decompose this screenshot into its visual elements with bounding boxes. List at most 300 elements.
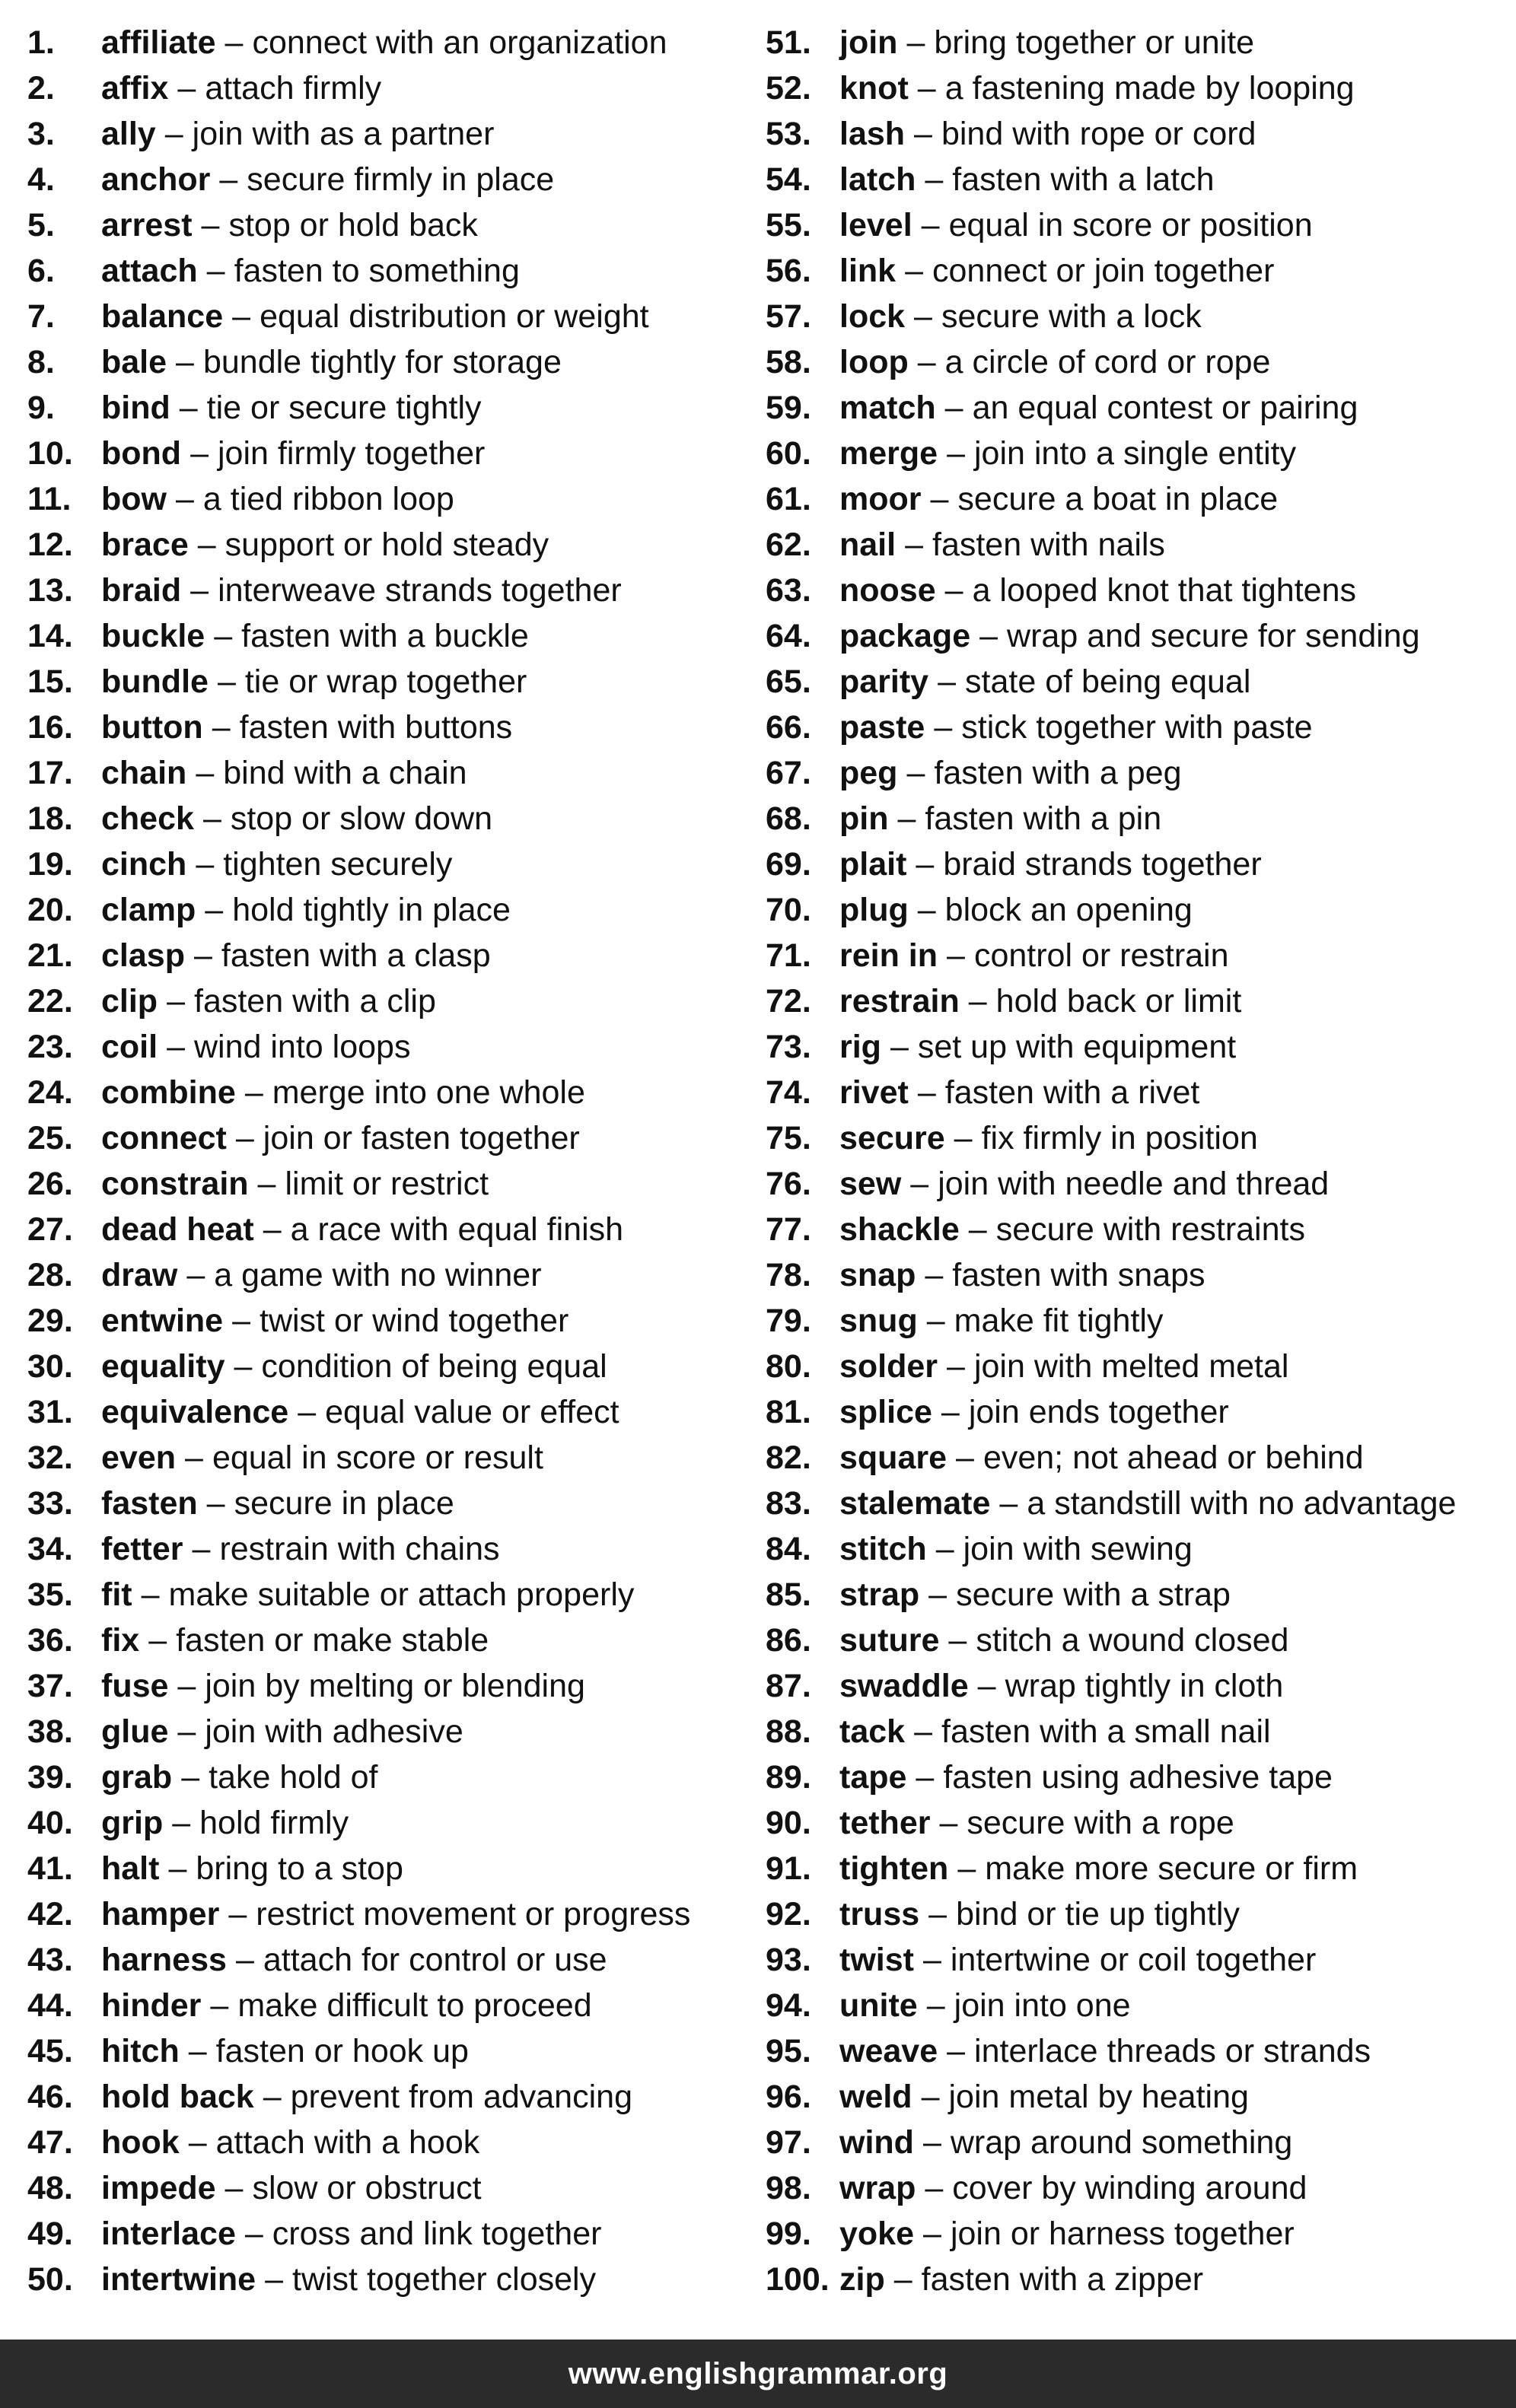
item-number: 76. bbox=[766, 1166, 811, 1202]
item-word: sew bbox=[839, 1166, 902, 1202]
item-separator: – bbox=[244, 1074, 263, 1111]
item-separator: – bbox=[225, 24, 244, 61]
item-definition: a tied ribbon loop bbox=[202, 481, 454, 517]
item-separator: – bbox=[905, 253, 923, 289]
list-item bbox=[766, 1161, 1511, 1207]
list-item bbox=[766, 1800, 1511, 1846]
list-item bbox=[27, 933, 758, 978]
item-definition: fasten with a clasp bbox=[221, 937, 491, 974]
item-number: 100. bbox=[766, 2261, 830, 2298]
list-item bbox=[766, 202, 1511, 248]
item-word: connect bbox=[101, 1120, 227, 1156]
item-definition: attach for control or use bbox=[263, 1942, 607, 1978]
item-definition: take hold of bbox=[209, 1759, 378, 1796]
list-item bbox=[27, 1709, 758, 1754]
item-word: strap bbox=[839, 1576, 920, 1613]
list-item bbox=[27, 339, 758, 385]
item-separator: – bbox=[947, 937, 965, 974]
list-item bbox=[766, 1481, 1511, 1526]
list-item bbox=[27, 111, 758, 157]
list-item bbox=[27, 568, 758, 613]
item-word: knot bbox=[839, 70, 909, 107]
item-separator: – bbox=[910, 1166, 929, 1202]
item-word: wind bbox=[839, 2124, 914, 2161]
item-number: 16. bbox=[27, 709, 73, 746]
list-item bbox=[766, 157, 1511, 202]
item-word: rivet bbox=[839, 1074, 909, 1111]
item-separator: – bbox=[235, 1942, 254, 1978]
item-word: check bbox=[101, 800, 194, 837]
item-number: 88. bbox=[766, 1713, 811, 1750]
item-definition: fasten with a peg bbox=[934, 755, 1182, 791]
list-item bbox=[27, 476, 758, 522]
list-item bbox=[27, 2211, 758, 2257]
item-word: lash bbox=[839, 116, 906, 152]
item-number: 71. bbox=[766, 937, 811, 974]
item-separator: – bbox=[188, 2124, 207, 2161]
item-word: even bbox=[101, 1439, 177, 1476]
item-number: 93. bbox=[766, 1942, 811, 1978]
item-definition: bring to a stop bbox=[196, 1850, 403, 1887]
item-word: paste bbox=[839, 709, 925, 746]
item-separator: – bbox=[925, 1257, 944, 1293]
item-word: hamper bbox=[101, 1896, 220, 1932]
item-separator: – bbox=[917, 344, 936, 380]
item-number: 1. bbox=[27, 24, 55, 61]
item-word: clasp bbox=[101, 937, 185, 974]
list-item bbox=[27, 1800, 758, 1846]
list-item bbox=[766, 933, 1511, 978]
item-number: 22. bbox=[27, 983, 73, 1020]
item-number: 45. bbox=[27, 2033, 73, 2069]
item-number: 18. bbox=[27, 800, 73, 837]
list-item bbox=[27, 750, 758, 796]
item-number: 21. bbox=[27, 937, 73, 974]
list-item bbox=[27, 1252, 758, 1298]
item-separator: – bbox=[196, 846, 215, 883]
item-definition: fasten with buttons bbox=[239, 709, 513, 746]
item-word: chain bbox=[101, 755, 187, 791]
item-number: 98. bbox=[766, 2170, 811, 2206]
list-item bbox=[27, 1024, 758, 1070]
list-item bbox=[27, 1298, 758, 1344]
item-number: 14. bbox=[27, 618, 73, 654]
item-separator: – bbox=[938, 663, 957, 700]
footer-bar bbox=[0, 2340, 1516, 2408]
item-word: draw bbox=[101, 1257, 178, 1293]
item-definition: make fit tightly bbox=[954, 1303, 1164, 1339]
item-separator: – bbox=[167, 1029, 185, 1065]
item-separator: – bbox=[148, 1622, 167, 1659]
item-definition: wrap and secure for sending bbox=[1007, 618, 1420, 654]
list-item bbox=[27, 385, 758, 431]
item-word: loop bbox=[839, 344, 909, 380]
item-separator: – bbox=[999, 1485, 1018, 1522]
item-definition: hold back or limit bbox=[995, 983, 1242, 1020]
item-word: equivalence bbox=[101, 1394, 289, 1430]
item-number: 83. bbox=[766, 1485, 811, 1522]
item-word: zip bbox=[839, 2261, 885, 2298]
item-definition: a circle of cord or rope bbox=[944, 344, 1271, 380]
item-word: rig bbox=[839, 1029, 881, 1065]
list-item bbox=[27, 1389, 758, 1435]
item-definition: support or hold steady bbox=[225, 526, 549, 563]
item-separator: – bbox=[172, 1805, 191, 1841]
item-separator: – bbox=[235, 1120, 254, 1156]
item-definition: stop or hold back bbox=[228, 207, 478, 243]
list-item bbox=[766, 1526, 1511, 1572]
item-definition: fasten with snaps bbox=[952, 1257, 1205, 1293]
item-word: glue bbox=[101, 1713, 169, 1750]
item-number: 27. bbox=[27, 1211, 73, 1248]
list-item bbox=[766, 1891, 1511, 1937]
item-separator: – bbox=[928, 1576, 948, 1613]
list-item bbox=[27, 1754, 758, 1800]
footer-website-link[interactable]: www.englishgrammar.org bbox=[568, 2356, 948, 2391]
item-definition: equal distribution or weight bbox=[260, 298, 649, 335]
item-definition: twist together closely bbox=[292, 2261, 597, 2298]
item-word: harness bbox=[101, 1942, 227, 1978]
item-number: 15. bbox=[27, 663, 73, 700]
item-number: 94. bbox=[766, 1987, 811, 2024]
item-separator: – bbox=[926, 1303, 945, 1339]
item-number: 3. bbox=[27, 116, 55, 152]
list-item bbox=[27, 20, 758, 65]
item-word: splice bbox=[839, 1394, 932, 1430]
item-definition: block an opening bbox=[944, 892, 1193, 928]
item-number: 59. bbox=[766, 390, 811, 426]
item-definition: prevent from advancing bbox=[290, 2079, 632, 2115]
item-number: 86. bbox=[766, 1622, 811, 1659]
item-definition: state of being equal bbox=[965, 663, 1251, 700]
item-definition: secure with restraints bbox=[995, 1211, 1305, 1248]
item-word: arrest bbox=[101, 207, 193, 243]
list-item bbox=[766, 65, 1511, 111]
item-definition: even; not ahead or behind bbox=[983, 1439, 1364, 1476]
item-word: tether bbox=[839, 1805, 931, 1841]
list-item bbox=[766, 1344, 1511, 1389]
list-item bbox=[27, 2074, 758, 2120]
item-word: impede bbox=[101, 2170, 216, 2206]
item-word: interlace bbox=[101, 2216, 236, 2252]
item-separator: – bbox=[935, 1531, 954, 1567]
list-item bbox=[27, 796, 758, 841]
item-word: suture bbox=[839, 1622, 940, 1659]
item-separator: – bbox=[167, 983, 185, 1020]
item-number: 42. bbox=[27, 1896, 73, 1932]
item-word: hold back bbox=[101, 2079, 254, 2115]
list-item bbox=[27, 1983, 758, 2028]
item-separator: – bbox=[205, 892, 224, 928]
item-word: plug bbox=[839, 892, 909, 928]
item-separator: – bbox=[947, 2033, 966, 2069]
item-separator: – bbox=[956, 1439, 974, 1476]
item-definition: merge into one whole bbox=[272, 1074, 585, 1111]
item-definition: cross and link together bbox=[272, 2216, 602, 2252]
list-item bbox=[27, 1161, 758, 1207]
item-separator: – bbox=[944, 390, 963, 426]
item-word: constrain bbox=[101, 1166, 249, 1202]
item-definition: bind with rope or cord bbox=[941, 116, 1256, 152]
item-word: brace bbox=[101, 526, 189, 563]
item-word: noose bbox=[839, 572, 936, 609]
item-separator: – bbox=[206, 1485, 225, 1522]
item-separator: – bbox=[914, 116, 932, 152]
list-item bbox=[27, 157, 758, 202]
item-separator: – bbox=[186, 1257, 205, 1293]
item-word: bundle bbox=[101, 663, 209, 700]
item-separator: – bbox=[916, 1759, 935, 1796]
item-separator: – bbox=[212, 709, 231, 746]
item-word: fasten bbox=[101, 1485, 198, 1522]
item-number: 44. bbox=[27, 1987, 73, 2024]
item-word: hook bbox=[101, 2124, 180, 2161]
item-definition: fasten with a rivet bbox=[944, 1074, 1200, 1111]
item-word: fix bbox=[101, 1622, 140, 1659]
item-number: 84. bbox=[766, 1531, 811, 1567]
list-item bbox=[766, 1754, 1511, 1800]
item-definition: tie or wrap together bbox=[244, 663, 527, 700]
list-item bbox=[766, 1435, 1511, 1481]
item-definition: a standstill with no advantage bbox=[1027, 1485, 1457, 1522]
item-word: weave bbox=[839, 2033, 938, 2069]
item-separator: – bbox=[177, 1713, 196, 1750]
item-definition: join with needle and thread bbox=[938, 1166, 1330, 1202]
item-number: 80. bbox=[766, 1348, 811, 1385]
item-separator: – bbox=[930, 481, 949, 517]
item-number: 47. bbox=[27, 2124, 73, 2161]
item-definition: tighten securely bbox=[223, 846, 453, 883]
item-separator: – bbox=[906, 24, 925, 61]
item-separator: – bbox=[957, 1850, 976, 1887]
list-item bbox=[766, 1070, 1511, 1115]
item-separator: – bbox=[934, 709, 953, 746]
item-separator: – bbox=[921, 2079, 940, 2115]
item-definition: an equal contest or pairing bbox=[972, 390, 1358, 426]
item-separator: – bbox=[921, 207, 940, 243]
item-number: 7. bbox=[27, 298, 55, 335]
item-separator: – bbox=[968, 1211, 987, 1248]
list-item bbox=[766, 2074, 1511, 2120]
item-separator: – bbox=[923, 2216, 941, 2252]
list-item bbox=[766, 20, 1511, 65]
list-item bbox=[27, 613, 758, 659]
item-definition: limit or restrict bbox=[285, 1166, 489, 1202]
item-word: link bbox=[839, 253, 897, 289]
list-item bbox=[766, 2211, 1511, 2257]
item-word: yoke bbox=[839, 2216, 915, 2252]
item-word: tighten bbox=[839, 1850, 949, 1887]
list-item bbox=[27, 705, 758, 750]
item-separator: – bbox=[977, 1668, 996, 1704]
item-separator: – bbox=[947, 435, 965, 472]
item-number: 99. bbox=[766, 2216, 811, 2252]
item-definition: hold firmly bbox=[199, 1805, 349, 1841]
item-number: 34. bbox=[27, 1531, 73, 1567]
item-word: balance bbox=[101, 298, 224, 335]
list-item bbox=[766, 476, 1511, 522]
item-definition: attach with a hook bbox=[215, 2124, 480, 2161]
item-word: entwine bbox=[101, 1303, 224, 1339]
list-item bbox=[27, 1846, 758, 1891]
item-separator: – bbox=[893, 2261, 912, 2298]
item-number: 89. bbox=[766, 1759, 811, 1796]
item-number: 78. bbox=[766, 1257, 811, 1293]
item-definition: bring together or unite bbox=[934, 24, 1255, 61]
item-separator: – bbox=[181, 1759, 200, 1796]
item-word: pin bbox=[839, 800, 889, 837]
item-separator: – bbox=[939, 1805, 958, 1841]
list-item bbox=[766, 1663, 1511, 1709]
item-separator: – bbox=[217, 663, 236, 700]
item-number: 24. bbox=[27, 1074, 73, 1111]
item-separator: – bbox=[185, 1439, 203, 1476]
item-number: 19. bbox=[27, 846, 73, 883]
item-number: 73. bbox=[766, 1029, 811, 1065]
list-item bbox=[766, 1298, 1511, 1344]
item-separator: – bbox=[228, 1896, 247, 1932]
list-item bbox=[27, 1435, 758, 1481]
item-separator: – bbox=[917, 70, 936, 107]
item-separator: – bbox=[941, 1394, 960, 1430]
item-word: match bbox=[839, 390, 936, 426]
item-separator: – bbox=[926, 1987, 945, 2024]
item-number: 66. bbox=[766, 709, 811, 746]
list-item bbox=[766, 1983, 1511, 2028]
list-item bbox=[27, 1070, 758, 1115]
item-separator: – bbox=[175, 481, 194, 517]
item-number: 43. bbox=[27, 1942, 73, 1978]
word-list-left-column bbox=[27, 20, 758, 2302]
item-separator: – bbox=[232, 298, 251, 335]
item-number: 25. bbox=[27, 1120, 73, 1156]
item-number: 32. bbox=[27, 1439, 73, 1476]
item-word: intertwine bbox=[101, 2261, 256, 2298]
item-word: clamp bbox=[101, 892, 196, 928]
item-word: cinch bbox=[101, 846, 187, 883]
item-separator: – bbox=[897, 800, 916, 837]
item-definition: cover by winding around bbox=[952, 2170, 1307, 2206]
item-definition: fasten to something bbox=[234, 253, 520, 289]
item-definition: fasten or make stable bbox=[176, 1622, 489, 1659]
item-definition: fasten with a pin bbox=[925, 800, 1162, 837]
item-number: 87. bbox=[766, 1668, 811, 1704]
item-definition: set up with equipment bbox=[917, 1029, 1237, 1065]
item-number: 29. bbox=[27, 1303, 73, 1339]
item-definition: equal in score or result bbox=[212, 1439, 543, 1476]
list-item bbox=[27, 1526, 758, 1572]
item-number: 60. bbox=[766, 435, 811, 472]
item-number: 64. bbox=[766, 618, 811, 654]
item-word: attach bbox=[101, 253, 198, 289]
item-number: 5. bbox=[27, 207, 55, 243]
item-number: 6. bbox=[27, 253, 55, 289]
item-definition: stick together with paste bbox=[961, 709, 1313, 746]
list-item bbox=[766, 568, 1511, 613]
item-word: halt bbox=[101, 1850, 160, 1887]
list-item bbox=[27, 2120, 758, 2165]
item-definition: stitch a wound closed bbox=[976, 1622, 1289, 1659]
item-definition: secure a boat in place bbox=[957, 481, 1279, 517]
item-number: 2. bbox=[27, 70, 55, 107]
list-item bbox=[766, 2257, 1511, 2302]
item-definition: secure with a lock bbox=[941, 298, 1202, 335]
item-separator: – bbox=[177, 70, 196, 107]
item-number: 74. bbox=[766, 1074, 811, 1111]
item-definition: bind or tie up tightly bbox=[956, 1896, 1240, 1932]
item-number: 75. bbox=[766, 1120, 811, 1156]
item-definition: connect with an organization bbox=[252, 24, 667, 61]
item-separator: – bbox=[225, 2170, 244, 2206]
item-number: 70. bbox=[766, 892, 811, 928]
item-number: 61. bbox=[766, 481, 811, 517]
list-item bbox=[766, 1024, 1511, 1070]
item-number: 8. bbox=[27, 344, 55, 380]
item-separator: – bbox=[914, 1713, 932, 1750]
word-list-right-column bbox=[766, 20, 1511, 2302]
item-definition: twist or wind together bbox=[260, 1303, 569, 1339]
item-number: 51. bbox=[766, 24, 811, 61]
list-item bbox=[27, 887, 758, 933]
item-definition: secure in place bbox=[234, 1485, 454, 1522]
item-definition: join with adhesive bbox=[205, 1713, 463, 1750]
item-definition: wrap around something bbox=[950, 2124, 1293, 2161]
item-definition: slow or obstruct bbox=[252, 2170, 482, 2206]
item-separator: – bbox=[168, 1850, 187, 1887]
item-definition: braid strands together bbox=[943, 846, 1262, 883]
item-separator: – bbox=[925, 161, 944, 198]
item-definition: intertwine or coil together bbox=[950, 1942, 1317, 1978]
item-definition: hold tightly in place bbox=[232, 892, 511, 928]
list-item bbox=[27, 1115, 758, 1161]
item-number: 30. bbox=[27, 1348, 73, 1385]
item-word: bale bbox=[101, 344, 167, 380]
item-definition: condition of being equal bbox=[261, 1348, 607, 1385]
list-item bbox=[766, 2120, 1511, 2165]
item-separator: – bbox=[922, 2124, 941, 2161]
list-item bbox=[766, 613, 1511, 659]
list-item bbox=[766, 431, 1511, 476]
item-separator: – bbox=[244, 2216, 263, 2252]
item-number: 79. bbox=[766, 1303, 811, 1339]
item-number: 49. bbox=[27, 2216, 73, 2252]
list-item bbox=[766, 750, 1511, 796]
item-word: fetter bbox=[101, 1531, 183, 1567]
item-word: tack bbox=[839, 1713, 906, 1750]
item-number: 46. bbox=[27, 2079, 73, 2115]
item-definition: attach firmly bbox=[205, 70, 382, 107]
item-word: combine bbox=[101, 1074, 236, 1111]
item-separator: – bbox=[265, 2261, 283, 2298]
item-word: peg bbox=[839, 755, 898, 791]
item-word: merge bbox=[839, 435, 938, 472]
item-number: 69. bbox=[766, 846, 811, 883]
list-item bbox=[766, 385, 1511, 431]
list-item bbox=[766, 1618, 1511, 1663]
item-number: 11. bbox=[27, 481, 72, 517]
list-item bbox=[766, 339, 1511, 385]
item-definition: wind into loops bbox=[194, 1029, 411, 1065]
item-number: 9. bbox=[27, 390, 55, 426]
list-item bbox=[27, 978, 758, 1024]
item-definition: equal value or effect bbox=[325, 1394, 619, 1430]
item-word: package bbox=[839, 618, 971, 654]
list-item bbox=[27, 65, 758, 111]
item-separator: – bbox=[298, 1394, 317, 1430]
list-item bbox=[766, 705, 1511, 750]
item-definition: stop or slow down bbox=[230, 800, 493, 837]
item-number: 50. bbox=[27, 2261, 73, 2298]
